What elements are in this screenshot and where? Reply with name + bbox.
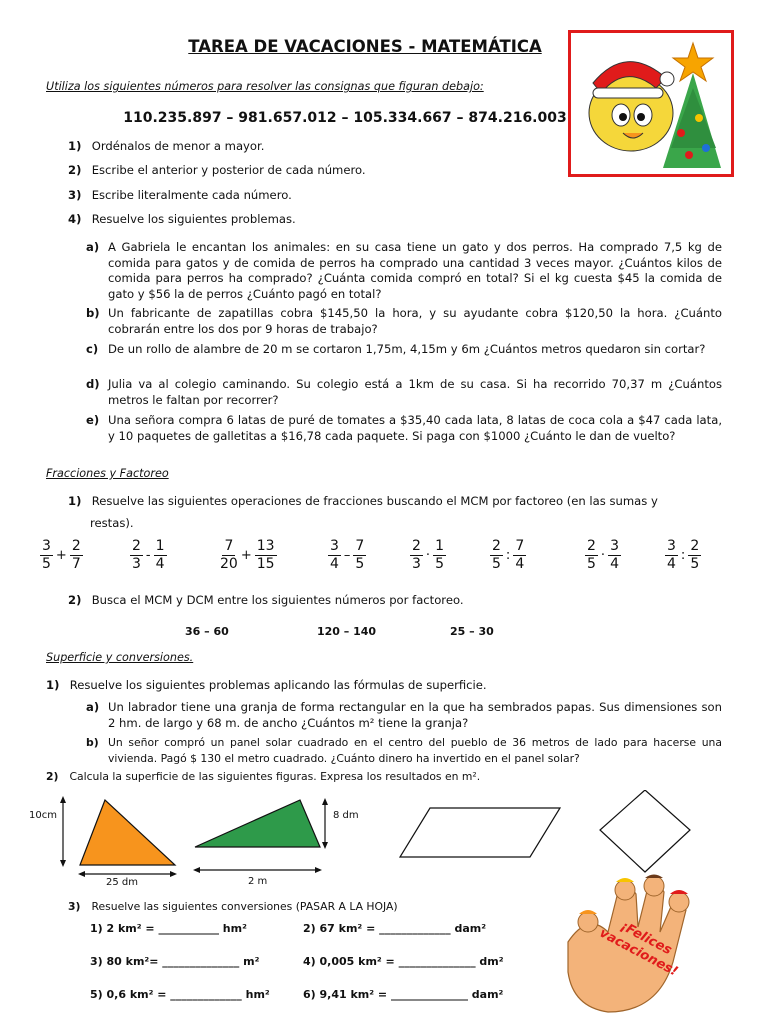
denominator: 5 xyxy=(492,556,501,572)
fraction-left xyxy=(220,538,238,573)
fraction-operations-row xyxy=(40,538,740,578)
denominator: 15 xyxy=(256,556,275,572)
problem-d: d) Julia va al colegio caminando. Su colegio está a 1km de su casa. Si ha recorrido 70,37 m ¿Cuántos metros le faltan por recorrer? xyxy=(86,377,722,407)
denominator: 3 xyxy=(132,556,141,572)
number-pair-3: 25 – 30 xyxy=(450,625,494,638)
fraction-left xyxy=(490,538,503,573)
number-pair-1: 36 – 60 xyxy=(185,625,229,638)
sup-task-3: 3) Resuelve las siguientes conversiones (PASAR A LA HOJA) xyxy=(68,900,398,913)
fraction-right xyxy=(353,538,366,573)
conversion-6: 6) 9,41 km² = ______________ dam² xyxy=(303,988,504,1001)
numerator: 3 xyxy=(42,538,51,554)
fraction-left xyxy=(665,538,678,573)
denominator: 4 xyxy=(610,556,619,572)
orange-triangle xyxy=(80,800,175,865)
numbers-line: 110.235.897 – 981.657.012 – 105.334.667 – 874.216.003 xyxy=(123,110,567,126)
christmas-chick-icon xyxy=(571,33,731,174)
numerator: 2 xyxy=(492,538,501,554)
fraction-right xyxy=(255,538,277,573)
section-superficie: Superficie y conversiones. xyxy=(46,651,194,664)
tri1-height-label: 10cm xyxy=(29,810,57,821)
problem-b: b) Un fabricante de zapatillas cobra $145,50 la hora, y su ayudante cobra $120,50 la hora. ¿Cuánto cobrarán entre los dos por 9 horas de trabajo? xyxy=(86,306,722,336)
denominator: 3 xyxy=(412,556,421,572)
operator: - xyxy=(145,548,151,563)
denominator: 20 xyxy=(220,556,238,572)
fraction-right xyxy=(688,538,701,573)
numerator: 2 xyxy=(412,538,421,554)
conversion-4: 4) 0,005 km² = ______________ dm² xyxy=(303,955,504,968)
denominator: 4 xyxy=(155,556,165,572)
fraction-operation xyxy=(328,538,366,573)
frac-task-2: 2) Busca el MCM y DCM entre los siguientes números por factoreo. xyxy=(68,593,464,607)
fraction-right xyxy=(70,538,83,573)
operator: : xyxy=(505,548,511,563)
problem-c: c) De un rollo de alambre de 20 m se cortaron 1,75m, 4,15m y 6m ¿Cuántos metros quedaron sin cortar? xyxy=(86,342,706,356)
sup-task-1: 1) Resuelve los siguientes problemas aplicando las fórmulas de superficie. xyxy=(46,678,487,692)
operator: + xyxy=(240,548,252,563)
sup-problem-a: a) Un labrador tiene una granja de forma rectangular en la que ha sembrados papas. Sus dimensiones son 2 hm. de largo y 68 m. de ancho ¿Cuántos m² tiene la granja? xyxy=(86,700,722,730)
tri2-base-label: 2 m xyxy=(248,876,268,887)
numerator: 2 xyxy=(71,538,81,554)
conversion-1: 1) 2 km² = ___________ hm² xyxy=(90,922,247,935)
fraction-right xyxy=(608,538,621,573)
felices-vacaciones-text: ¡Felices vacaciones! xyxy=(596,918,681,980)
fraction-left xyxy=(40,538,53,573)
fraction-left xyxy=(410,538,423,573)
denominator: 5 xyxy=(435,556,444,572)
task-1: 1) Ordénalos de menor a mayor. xyxy=(68,139,265,153)
numerator: 1 xyxy=(435,538,444,554)
rhombus xyxy=(600,790,690,872)
numerator: 7 xyxy=(355,538,365,554)
numerator: 13 xyxy=(256,538,275,554)
denominator: 4 xyxy=(515,556,525,572)
fraction-operation xyxy=(490,538,526,573)
sup-problem-b: b) Un señor compró un panel solar cuadrado en el centro del pueblo de 36 metros de lado para hacerse una vivienda. Pagó $ 130 el metro cuadrado. ¿Cuánto dinero ha invertido en el panel solar? xyxy=(86,736,722,765)
operator: – xyxy=(343,548,351,563)
page-title: TAREA DE VACACIONES - MATEMÁTICA xyxy=(188,37,542,56)
numerator: 3 xyxy=(330,538,339,554)
denominator: 5 xyxy=(690,556,700,572)
task-4: 4) Resuelve los siguientes problemas. xyxy=(68,212,296,226)
fraction-right xyxy=(154,538,167,573)
denominator: 5 xyxy=(355,556,365,572)
numerator: 2 xyxy=(587,538,596,554)
operator: · xyxy=(600,548,606,563)
parallelogram xyxy=(400,808,560,857)
conversion-5: 5) 0,6 km² = _____________ hm² xyxy=(90,988,270,1001)
green-triangle xyxy=(195,800,320,847)
conversion-2: 2) 67 km² = _____________ dam² xyxy=(303,922,487,935)
numerator: 3 xyxy=(610,538,619,554)
fraction-operation xyxy=(410,538,446,573)
fraction-operation xyxy=(665,538,701,573)
operator: · xyxy=(425,548,431,563)
intro-instruction: Utiliza los siguientes números para resolver las consignas que figuran debajo: xyxy=(46,80,484,93)
fraction-operation xyxy=(585,538,621,573)
operator: + xyxy=(55,548,67,563)
task-3: 3) Escribe literalmente cada número. xyxy=(68,188,292,202)
denominator: 4 xyxy=(330,556,339,572)
frac-task-1-cont: restas). xyxy=(90,516,134,530)
fraction-left xyxy=(328,538,341,573)
denominator: 5 xyxy=(587,556,596,572)
fraction-operation xyxy=(40,538,83,573)
operator: : xyxy=(680,548,686,563)
problem-a: a) A Gabriela le encantan los animales: en su casa tiene un gato y dos perros. Ha comprado 7,5 kg de comida para gatos y de comida de perros ha comprado una cantidad 3 veces mayor. ¿Cuántos kilos de comida para perros ha comprado? ¿Cuánta comida compró en total? Si el kg cuesta $45 la comida de gato y $56 la de perros ¿Cuánto pagó en total? xyxy=(86,240,722,301)
numerator: 7 xyxy=(515,538,525,554)
numerator: 1 xyxy=(155,538,165,554)
problem-e: e) Una señora compra 6 latas de puré de tomates a $35,40 cada lata, 8 latas de coca cola a $47 cada lata, y 10 paquetes de galletitas a $16,78 cada paquete. Si paga con $1000 ¿Cuánto le dan de vuelto? xyxy=(86,413,722,443)
tri1-base-label: 25 dm xyxy=(106,877,138,888)
fraction-operation xyxy=(130,538,167,573)
task-2: 2) Escribe el anterior y posterior de cada número. xyxy=(68,163,366,177)
fraction-operation xyxy=(220,538,277,573)
denominator: 4 xyxy=(667,556,676,572)
fraction-right xyxy=(513,538,526,573)
number-pair-2: 120 – 140 xyxy=(317,625,377,638)
numerator: 2 xyxy=(132,538,141,554)
denominator: 7 xyxy=(71,556,81,572)
numerator: 7 xyxy=(224,538,234,554)
numerator: 2 xyxy=(690,538,700,554)
fraction-right xyxy=(433,538,446,573)
denominator: 5 xyxy=(42,556,51,572)
frac-task-1: 1) Resuelve las siguientes operaciones de fracciones buscando el MCM por factoreo (en las sumas y xyxy=(68,494,658,508)
conversion-3: 3) 80 km²= ______________ m² xyxy=(90,955,260,968)
fraction-left xyxy=(585,538,598,573)
section-fracciones: Fracciones y Factoreo xyxy=(46,467,169,480)
tri2-height-label: 8 dm xyxy=(333,810,359,821)
christmas-illustration-frame xyxy=(568,30,734,177)
numerator: 3 xyxy=(667,538,676,554)
fraction-left xyxy=(130,538,143,573)
sup-task-2: 2) Calcula la superficie de las siguientes figuras. Expresa los resultados en m². xyxy=(46,770,481,783)
